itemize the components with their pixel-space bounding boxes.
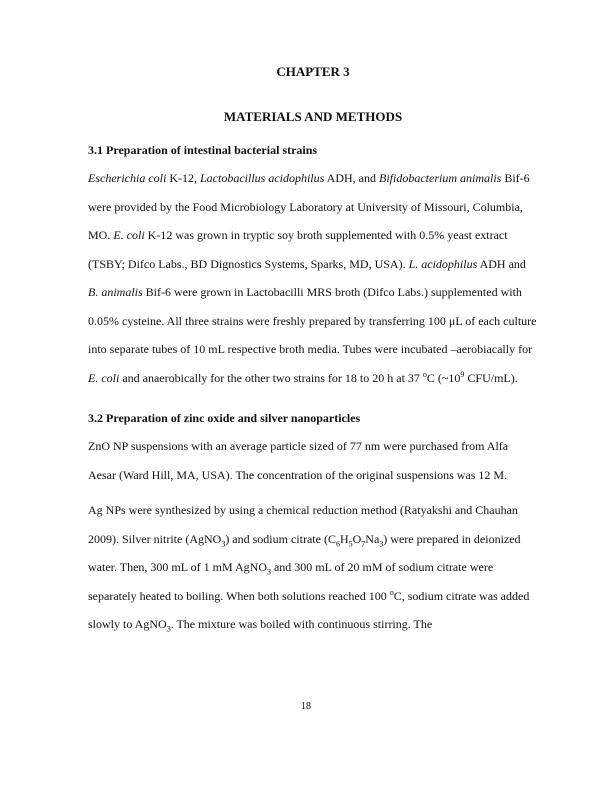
paragraph-zno-nanoparticles: ZnO NP suspensions with an average particle sized of 77 nm were purchased from Alfa Aesar (Ward Hill, MA, USA). The concentration of the original suspensions was 12 M. [88,439,509,482]
section-preparation-nanoparticles [88,404,538,639]
page-number: 18 [301,701,311,712]
paragraph-bacterial-strains: Escherichia coli K-12, Lactobacillus acidophilus ADH, and Bifidobacterium animalis Bif-6 were provided by the Food Microbiology Laboratory at University of Missouri, Columbia, MO. E. coli K-12 was grown in tryptic soy broth supplemented with 0.5% yeast extract (TSBY; Difco Labs., BD Dignostics Systems, Sparks, MD, USA). L. acidophilus ADH and B. animalis Bif-6 were grown in Lactobacilli MRS broth (Difco Labs.) supplemented with 0.05% cysteine. All three strains were freshly prepared by transferring 100 μL of each culture into separate tubes of 10 mL respective broth media. Tubes were incubated –aerobiacally for E. coli and anaerobically for the other two strains for 18 to 20 h at 37 $^o$C ($\sim 10^9$ CFU/mL). [88,171,537,385]
section-preparation-bacterial-strains [88,136,538,392]
paragraph-ag-nanoparticles: Ag NPs were synthesized by using a chemical reduction method (Ratyakshi and Chauhan 2009). Silver nitrite (AgNO$_3$) and sodium citrate $(C_6H_5O_7Na_3)$ were prepared in deionized water. Then, 300 mL of 1 mM AgNO$_3$ and 300 mL of 20 mM of sodium citrate were separately heated to boiling. When both solutions reached 100 $^o$C, sodium citrate was added slowly to AgNO$_3$. The mixture was boiled with continuous stirring. The [88,503,530,634]
section-heading-3-1: 3.1 Preparation of intestinal bacterial strains [88,143,318,157]
section-heading-3-2: 3.2 Preparation of zinc oxide and silver nanoparticles [88,411,361,425]
chapter-subtitle: MATERIALS AND METHODS [223,109,403,124]
chapter-title: CHAPTER 3 [276,64,350,79]
